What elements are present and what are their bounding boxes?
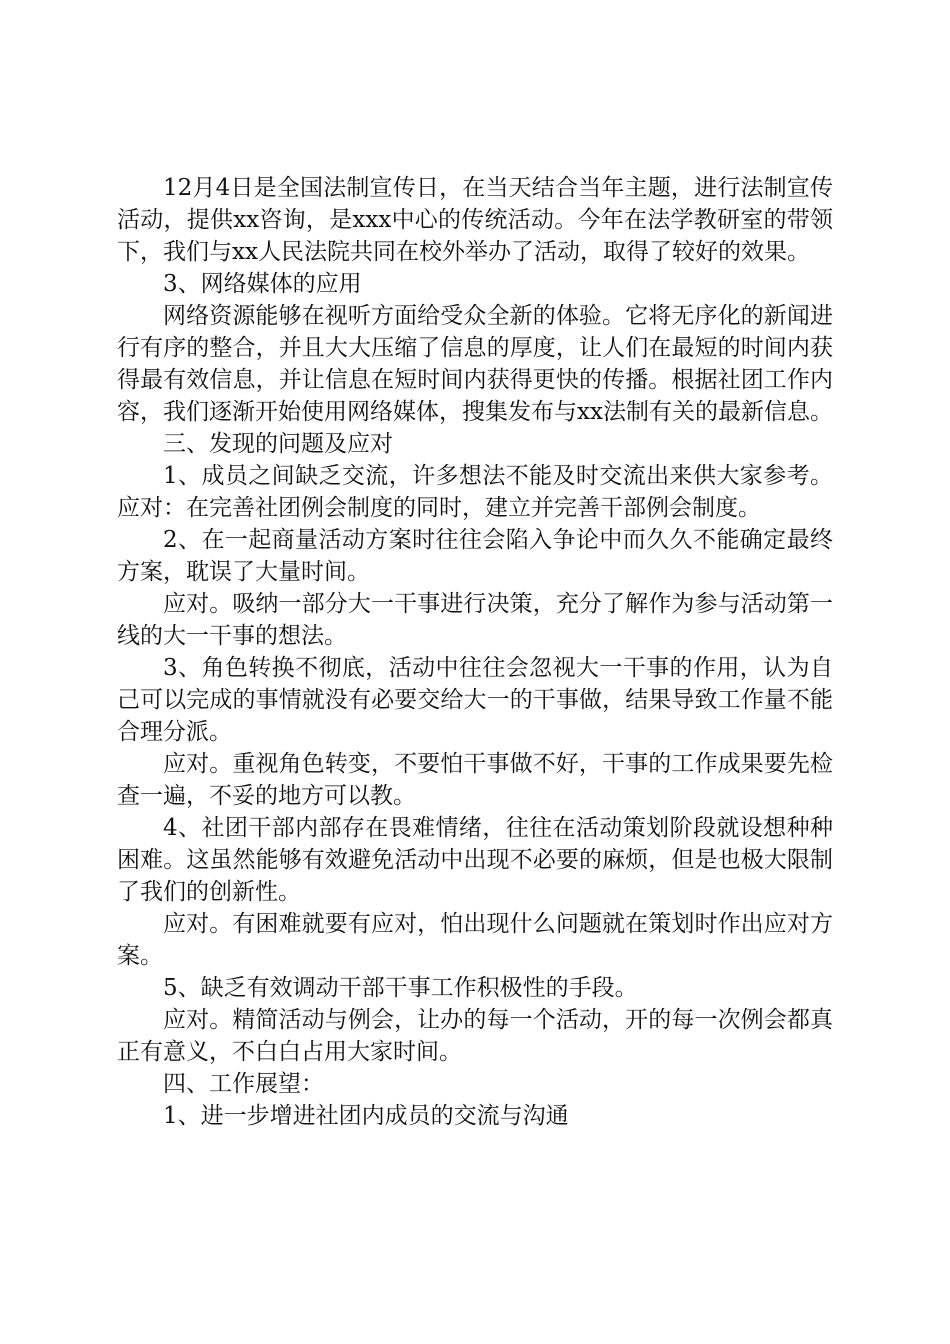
paragraph-network-resources: 网络资源能够在视听方面给受众全新的体验。它将无序化的新闻进行有序的整合，并且大大压缩了信息的厚度，让人们在最短的时间内获得最有效信息，并让信息在短时间内获得更快的传播。根据社团工作内容，我们逐渐开始使用网络媒体，搜集发布与xx法制有关的最新信息。 <box>117 303 833 425</box>
paragraph-problem-5: 5、缺乏有效调动干部干事工作积极性的手段。 <box>163 975 638 1001</box>
paragraph-problem-2: 2、在一起商量活动方案时往往会陷入争论中而久久不能确定最终方案，耽误了大量时间。 <box>117 527 833 585</box>
section-heading-outlook: 四、工作展望： <box>163 1071 324 1097</box>
paragraph-outlook-1: 1、进一步增进社团内成员的交流与沟通 <box>163 1103 569 1129</box>
paragraph-response-4: 应对。有困难就要有应对，怕出现什么问题就在策划时作出应对方案。 <box>117 911 833 969</box>
paragraph-response-2: 应对。吸纳一部分大一干事进行决策，充分了解作为参与活动第一线的大一干事的想法。 <box>117 591 833 649</box>
section-heading-problems: 三、发现的问题及应对 <box>163 431 393 457</box>
paragraph-response-5: 应对。精简活动与例会，让办的每一个活动，开的每一次例会都真正有意义，不白白占用大家时间。 <box>117 1007 833 1065</box>
paragraph-problem-4: 4、社团干部内部存在畏难情绪，往往在活动策划阶段就设想种种困难。这虽然能够有效避免活动中出现不必要的麻烦，但是也极大限制了我们的创新性。 <box>117 815 833 905</box>
heading-network-media: 3、网络媒体的应用 <box>163 271 362 297</box>
paragraph-law-day: 12月4日是全国法制宣传日，在当天结合当年主题，进行法制宣传活动，提供xx咨询，是xxx中心的传统活动。今年在法学教研室的带领下，我们与xx人民法院共同在校外举办了活动，取得了较好的效果。 <box>117 175 833 265</box>
document-body <box>117 172 833 1132</box>
paragraph-problem-1: 1、成员之间缺乏交流，许多想法不能及时交流出来供大家参考。应对：在完善社团例会制度的同时，建立并完善干部例会制度。 <box>117 463 833 521</box>
paragraph-problem-3: 3、角色转换不彻底，活动中往往会忽视大一干事的作用，认为自己可以完成的事情就没有必要交给大一的干事做，结果导致工作量不能合理分派。 <box>117 655 833 745</box>
paragraph-response-3: 应对。重视角色转变，不要怕干事做不好，干事的工作成果要先检查一遍，不妥的地方可以教。 <box>117 751 833 809</box>
